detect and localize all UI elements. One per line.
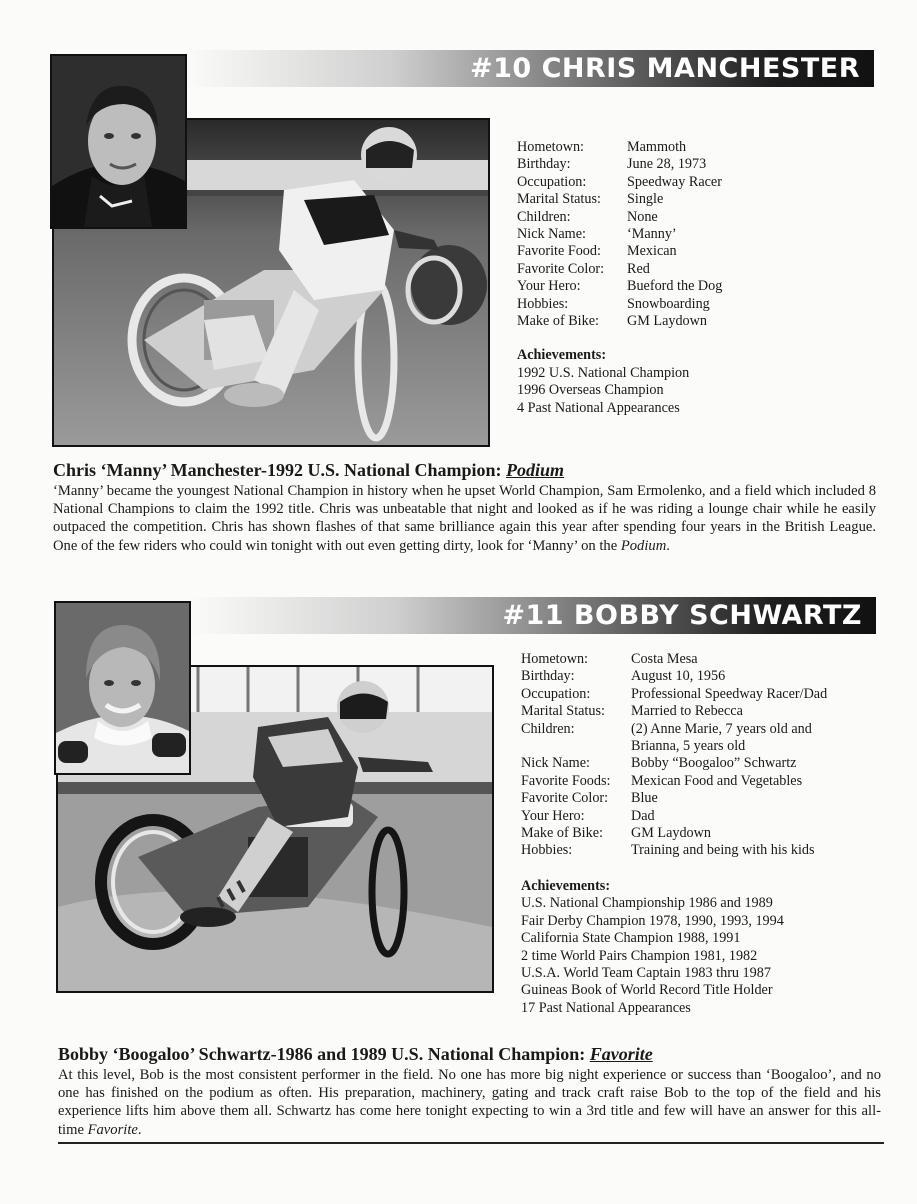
achievement-item: California State Champion 1988, 1991	[521, 930, 741, 947]
info-row	[521, 808, 861, 825]
body-tail: .	[137, 1121, 142, 1138]
body-text: ‘Manny’ became the youngest National Champion in history when he upset World Champion, Sam Ermolenko, and a field which included 8 National Champions to claim the 1992 title. Chris was unbeatable that night and looked as if he was riding a lounge chair while he easily outpaced the competition. Chris has shown flashes of that same brilliance again this year after spending four years in the British League. One of the few riders who could win tonight with out even getting dirty, look for ‘Manny’ on the	[53, 483, 876, 554]
info-row	[521, 721, 861, 756]
info-label: Occupation:	[517, 173, 587, 190]
info-value: June 28, 1973	[627, 156, 707, 173]
info-value: Bueford the Dog	[627, 278, 723, 295]
body-emphasis: Favorite	[87, 1121, 138, 1138]
rider-2-portrait	[54, 601, 191, 775]
info-value: Costa Mesa	[631, 651, 698, 667]
info-row	[521, 825, 861, 842]
info-value: Mexican Food and Vegetables	[631, 772, 803, 789]
headline-tag: Favorite	[589, 1044, 653, 1064]
info-value: Training and being with his kids	[631, 842, 815, 859]
achievement-item: Fair Derby Champion 1978, 1990, 1993, 1994	[521, 912, 784, 929]
info-label: Birthday:	[521, 668, 575, 685]
rider-1-portrait	[50, 54, 187, 229]
info-label: Favorite Color:	[517, 260, 605, 277]
rider-2-body	[58, 1066, 881, 1139]
info-row	[517, 226, 877, 243]
rider-1-info-table	[517, 139, 877, 417]
info-value: Married to Rebecca	[631, 703, 743, 720]
achievement-item: 17 Past National Appearances	[521, 999, 691, 1016]
info-label: Marital Status:	[517, 191, 601, 208]
info-value: Red	[627, 260, 650, 277]
rider-1-title: #10 CHRIS MANCHESTER	[469, 53, 860, 84]
info-row	[517, 243, 877, 260]
achievement-item: 1996 Overseas Champion	[517, 382, 664, 399]
rider-2-headline	[58, 1044, 653, 1065]
info-value: Blue	[631, 790, 658, 807]
info-row	[517, 191, 877, 208]
info-value: Dad	[631, 807, 655, 824]
info-label: Hobbies:	[517, 295, 569, 312]
achievement-item: U.S.A. World Team Captain 1983 thru 1987	[521, 964, 771, 981]
info-value: GM Laydown	[627, 313, 707, 330]
info-value: Mexican	[627, 243, 677, 260]
info-label: Favorite Food:	[517, 243, 601, 260]
info-value: Professional Speedway Racer/Dad	[631, 685, 828, 702]
rider-1-banner	[185, 50, 874, 87]
body-tail: .	[666, 537, 670, 554]
info-label: Children:	[521, 720, 575, 737]
info-row	[517, 174, 877, 191]
info-row	[521, 773, 861, 790]
info-value: (2) Anne Marie, 7 years old and Brianna, 5 years old	[631, 720, 812, 755]
info-value: August 10, 1956	[631, 668, 726, 685]
achievements-heading: Achievements:	[521, 877, 611, 894]
info-row	[517, 313, 877, 330]
info-value: None	[627, 208, 658, 225]
info-row	[517, 209, 877, 226]
rider-1-headline	[53, 460, 564, 481]
rider-2-info-table	[521, 651, 861, 1017]
info-label: Hobbies:	[521, 842, 573, 859]
body-text: At this level, Bob is the most consistent performer in the field. No one has more big night experience or success than ‘Boogaloo’, and no one has finished on the podium as often. His preparation, machinery, gating and track craft raise Bob to the top of the field and his experience lifts him above them all. Schwartz has come here tonight expecting to win a 3rd title and few will have an answer for this all-time	[58, 1067, 881, 1138]
info-label: Make of Bike:	[521, 825, 603, 842]
info-row	[521, 790, 861, 807]
headline-text: Chris ‘Manny’ Manchester-1992 U.S. National Champion:	[53, 460, 506, 480]
info-row	[521, 686, 861, 703]
info-row	[521, 703, 861, 720]
info-label: Your Hero:	[521, 807, 585, 824]
rider-2-title: #11 BOBBY SCHWARTZ	[502, 600, 862, 631]
achievement-item: 4 Past National Appearances	[517, 399, 680, 416]
info-value: Single	[627, 191, 664, 208]
info-label: Hometown:	[521, 651, 588, 667]
info-row	[517, 296, 877, 313]
info-label: Favorite Color:	[521, 790, 609, 807]
info-label: Marital Status:	[521, 703, 605, 720]
info-row	[521, 651, 861, 668]
info-value: GM Laydown	[631, 825, 711, 842]
body-emphasis: Podium	[620, 537, 667, 554]
info-value: Speedway Racer	[627, 173, 722, 190]
info-value: Mammoth	[627, 139, 687, 155]
info-value: Bobby “Boogaloo” Schwartz	[631, 755, 797, 772]
headline-text: Bobby ‘Boogaloo’ Schwartz-1986 and 1989 U.S. National Champion:	[58, 1044, 590, 1064]
info-label: Nick Name:	[521, 755, 590, 772]
info-label: Make of Bike:	[517, 313, 599, 330]
info-value: Snowboarding	[627, 295, 710, 312]
bottom-rule	[58, 1142, 884, 1144]
rider-1-body	[53, 482, 876, 555]
info-row	[517, 156, 877, 173]
achievement-item: 1992 U.S. National Champion	[517, 364, 690, 381]
info-label: Birthday:	[517, 156, 571, 173]
info-value: ‘Manny’	[627, 226, 677, 243]
info-label: Your Hero:	[517, 278, 581, 295]
info-row	[521, 668, 861, 685]
info-label: Hometown:	[517, 139, 584, 155]
info-row	[521, 842, 861, 859]
info-row	[517, 139, 877, 156]
info-label: Children:	[517, 208, 571, 225]
headline-tag: Podium	[506, 460, 565, 480]
info-label: Nick Name:	[517, 226, 586, 243]
info-label: Favorite Foods:	[521, 772, 611, 789]
info-row	[521, 755, 861, 772]
info-row	[517, 278, 877, 295]
achievement-item: Guineas Book of World Record Title Holder	[521, 982, 773, 999]
rider-2-banner	[190, 597, 876, 634]
achievement-item: 2 time World Pairs Champion 1981, 1982	[521, 947, 758, 964]
info-label: Occupation:	[521, 685, 591, 702]
achievement-item: U.S. National Championship 1986 and 1989	[521, 895, 773, 912]
info-row	[517, 261, 877, 278]
achievements-heading: Achievements:	[517, 347, 607, 364]
